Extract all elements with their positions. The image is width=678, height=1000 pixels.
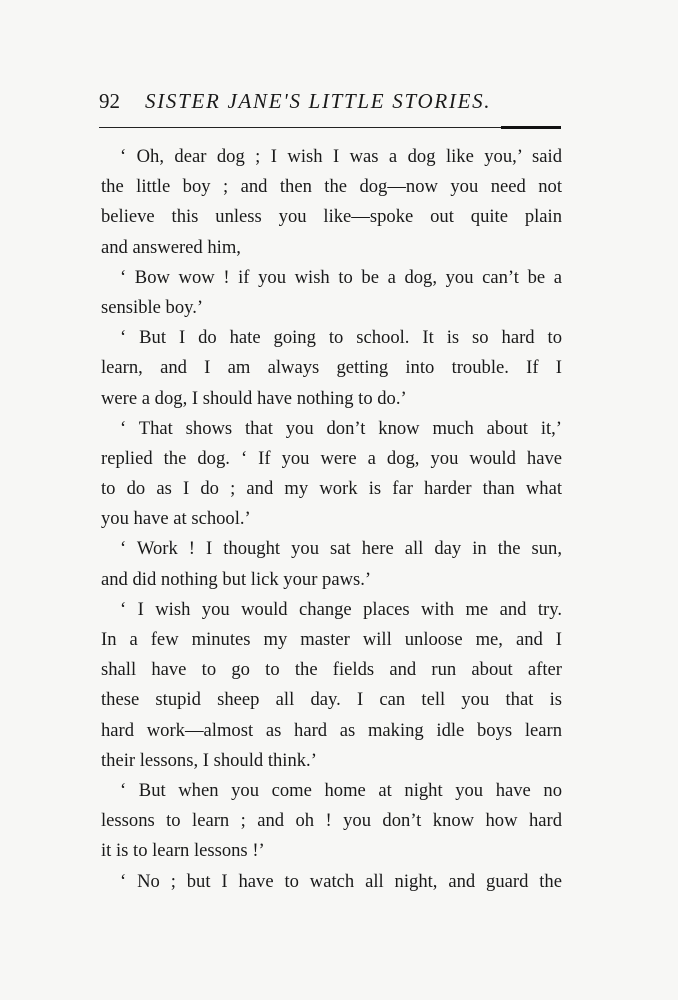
text-line: ‘ Oh, dear dog ; I wish I was a dog like you,’ said (120, 146, 562, 167)
text-line: ‘ That shows that you don’t know much about it,’ (120, 417, 562, 439)
text-line: were a dog, I should have nothing to do.’ (101, 387, 407, 409)
text-line: and answered him, (101, 236, 241, 258)
text-line: you have at school.’ (101, 508, 251, 530)
text-line: sensible boy.’ (101, 296, 204, 318)
text-line: lessons to learn ; and oh ! you don’t know how hard (101, 810, 562, 832)
text-line: shall have to go to the fields and run about after (101, 659, 562, 681)
page-header (99, 86, 561, 118)
text-line: believe this unless you like—spoke out quite plain (101, 206, 562, 228)
text-line: ‘ Bow wow ! if you wish to be a dog, you can’t be a (120, 266, 562, 288)
text-line: ‘ Work ! I thought you sat here all day in the sun, (120, 538, 562, 560)
text-line: learn, and I am always getting into trouble. If I (101, 357, 562, 379)
text-line: In a few minutes my master will unloose me, and I (101, 629, 562, 650)
header-rule-thick (501, 126, 561, 129)
text-line: replied the dog. ‘ If you were a dog, you would have (101, 447, 562, 469)
text-line: and did nothing but lick your paws.’ (101, 568, 372, 590)
header-rule-thin (99, 127, 561, 128)
text-line: to do as I do ; and my work is far harder than what (101, 478, 562, 500)
text-line: it is to learn lessons !’ (101, 840, 265, 862)
header-rule (99, 126, 561, 130)
text-line: hard work—almost as hard as making idle boys learn (101, 719, 562, 741)
text-line: ‘ No ; but I have to watch all night, and guard the (120, 870, 562, 892)
text-line: ‘ But I do hate going to school. It is so hard to (120, 327, 562, 349)
body-text (101, 142, 562, 897)
running-title: SISTER JANE'S LITTLE STORIES. (145, 89, 492, 113)
text-line: their lessons, I should think.’ (101, 749, 317, 771)
text-line: ‘ I wish you would change places with me and try. (120, 598, 562, 620)
text-line: the little boy ; and then the dog—now you need not (101, 176, 562, 198)
page-number: 92 (99, 89, 120, 113)
text-line: ‘ But when you come home at night you have no (120, 779, 562, 801)
text-line: these stupid sheep all day. I can tell you that is (101, 689, 562, 711)
